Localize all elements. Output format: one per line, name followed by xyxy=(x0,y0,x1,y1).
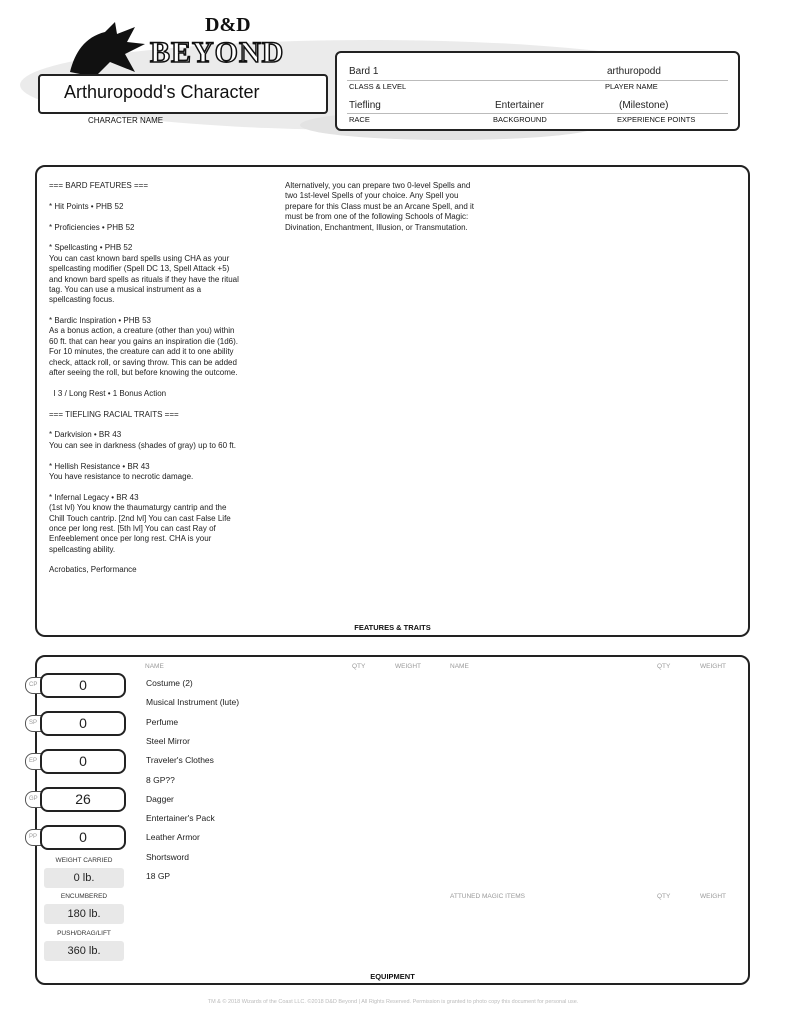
header-weight-1: WEIGHT xyxy=(395,663,421,670)
header-weight-2: WEIGHT xyxy=(700,663,726,670)
weight-carried-label: WEIGHT CARRIED xyxy=(55,857,113,864)
feature-line: You can see in darkness (shades of gray) up to 60 ft. xyxy=(49,440,236,450)
feature-line xyxy=(49,420,289,430)
coin-value-gp[interactable]: 26 xyxy=(40,787,126,812)
header-name-2: NAME xyxy=(450,663,469,670)
feature-line: === BARD FEATURES === xyxy=(49,181,149,190)
header-name-1: NAME xyxy=(145,663,164,670)
background-label: BACKGROUND xyxy=(493,115,547,124)
encumbered-label: ENCUMBERED xyxy=(60,893,108,900)
equipment-item[interactable]: Shortsword xyxy=(146,851,189,862)
background-value[interactable]: Entertainer xyxy=(495,100,544,111)
character-name[interactable]: Arthuropodd's Character xyxy=(64,82,260,102)
feature-line: prepare for this Class must be an Arcane Spell, and it xyxy=(285,201,474,211)
equipment-panel xyxy=(35,655,750,985)
feature-line: once per long rest. [5th lvl] You can cast Ray of xyxy=(49,523,216,533)
class-level-value[interactable]: Bard 1 xyxy=(349,66,379,77)
divider xyxy=(347,80,728,81)
feature-line: Acrobatics, Performance xyxy=(49,565,137,575)
feature-line: === TIEFLING RACIAL TRAITS === xyxy=(49,409,179,419)
coin-label-ep: EP xyxy=(25,753,45,770)
player-name-value[interactable]: arthuropodd xyxy=(607,66,661,77)
push-drag-lift-label: PUSH/DRAG/LIFT xyxy=(57,930,111,937)
divider xyxy=(347,113,728,114)
feature-line: * Bardic Inspiration • PHB 53 xyxy=(49,316,151,326)
equipment-item[interactable]: 8 GP?? xyxy=(146,774,175,785)
equipment-item[interactable]: Musical Instrument (lute) xyxy=(146,697,240,708)
feature-line: You can cast known bard spells using CHA as your xyxy=(49,253,230,263)
equipment-item[interactable]: Traveler's Clothes xyxy=(146,755,214,766)
feature-line: Enfeeblement once per long rest. CHA is your xyxy=(49,534,212,544)
feature-line xyxy=(49,555,289,565)
feature-line: 60 ft. that can hear you gains an inspiration die (1d6). xyxy=(49,336,239,346)
feature-line: and known bard spells as rituals if they have the ritual xyxy=(49,274,239,284)
feature-line: two 1st-level Spells of your choice. Any Spell you xyxy=(285,191,459,201)
equipment-item[interactable]: 18 GP xyxy=(146,871,171,881)
coin-value-pp[interactable]: 0 xyxy=(40,825,126,850)
experience-label: EXPERIENCE POINTS xyxy=(617,115,696,124)
feature-line xyxy=(49,306,289,316)
equipment-title: EQUIPMENT xyxy=(370,972,415,981)
character-name-label: CHARACTER NAME xyxy=(88,116,164,125)
feature-line: Alternatively, you can prepare two 0-level Spells and xyxy=(285,181,471,190)
features-column-2 xyxy=(285,181,525,233)
features-traits-panel xyxy=(35,165,750,637)
feature-line: As a bonus action, a creature (other than you) within xyxy=(49,326,235,336)
race-value[interactable]: Tiefling xyxy=(349,100,381,111)
equipment-item[interactable]: Dagger xyxy=(146,793,174,804)
player-name-label: PLAYER NAME xyxy=(605,82,658,91)
experience-value[interactable]: (Milestone) xyxy=(619,100,669,111)
feature-line: Chill Touch cantrip. [2nd lvl] You can cast False Life xyxy=(49,513,231,523)
feature-line: * Infernal Legacy • BR 43 xyxy=(49,492,139,502)
feature-line: (1st lvl) You know the thaumaturgy cantrip and the xyxy=(49,503,227,513)
character-info-box xyxy=(335,51,740,131)
feature-line: must be from one of the following Schools of Magic: xyxy=(285,212,469,222)
equipment-item[interactable]: Costume (2) xyxy=(146,678,193,688)
header-qty-1: QTY xyxy=(352,663,366,670)
feature-line xyxy=(49,378,289,388)
feature-line xyxy=(49,212,289,222)
copyright-footer: TM & © 2018 Wizards of the Coast LLC. ©2018 D&D Beyond | All Rights Reserved. Permission is granted to photo copy this document for personal use. xyxy=(207,999,579,1005)
attuned-qty-header: QTY xyxy=(657,893,671,900)
feature-line: * Spellcasting • PHB 52 xyxy=(49,243,133,253)
logo-beyond: BEYOND xyxy=(150,36,285,69)
feature-line: * Hellish Resistance • BR 43 xyxy=(49,461,150,471)
feature-line xyxy=(49,399,289,409)
coin-value-ep[interactable]: 0 xyxy=(40,749,126,774)
feature-line xyxy=(49,191,289,201)
feature-line: * Darkvision • BR 43 xyxy=(49,430,122,440)
dragon-logo-icon xyxy=(65,22,150,77)
header-qty-2: QTY xyxy=(657,663,671,670)
feature-line: * Hit Points • PHB 52 xyxy=(49,201,124,211)
equipment-item[interactable]: Entertainer's Pack xyxy=(146,813,215,824)
coin-value-sp[interactable]: 0 xyxy=(40,711,126,736)
coin-label-sp: SP xyxy=(25,715,45,732)
feature-line: check, attack roll, or saving throw. This can be added xyxy=(49,357,237,367)
coin-label-cp: CP xyxy=(25,677,45,694)
encumbered-value: 180 lb. xyxy=(44,904,124,924)
feature-line: after seeing the roll, but before knowing the outcome. xyxy=(49,368,238,378)
feature-line: spellcasting ability. xyxy=(49,544,116,554)
coin-value-cp[interactable]: 0 xyxy=(40,673,126,698)
race-label: RACE xyxy=(349,115,370,124)
equipment-item[interactable]: Perfume xyxy=(146,716,179,727)
features-column-1 xyxy=(49,181,289,576)
feature-line xyxy=(49,233,289,243)
equipment-item[interactable]: Leather Armor xyxy=(146,832,200,843)
equipment-item[interactable]: Steel Mirror xyxy=(146,735,190,746)
feature-line: Divination, Enchantment, Illusion, or Transmutation. xyxy=(285,222,468,232)
features-traits-title: FEATURES & TRAITS xyxy=(354,623,431,632)
feature-line: spellcasting focus. xyxy=(49,295,115,305)
attuned-weight-header: WEIGHT xyxy=(700,893,726,900)
feature-line: You have resistance to necrotic damage. xyxy=(49,471,194,481)
push-drag-lift-value: 360 lb. xyxy=(44,941,124,961)
feature-line: I 3 / Long Rest • 1 Bonus Action xyxy=(49,388,167,398)
feature-line xyxy=(49,451,289,461)
feature-line: For 10 minutes, the creature can add it to one ability xyxy=(49,347,234,357)
feature-line: * Proficiencies • PHB 52 xyxy=(49,222,135,232)
feature-line xyxy=(49,482,289,492)
feature-line: spellcasting modifier (Spell DC 13, Spell Attack +5) xyxy=(49,264,230,274)
class-level-label: CLASS & LEVEL xyxy=(349,82,407,91)
weight-carried-value: 0 lb. xyxy=(44,868,124,888)
feature-line: tag. You can use a musical instrument as a xyxy=(49,284,202,294)
character-name-banner xyxy=(38,74,328,114)
coin-label-pp: PP xyxy=(25,829,45,846)
attuned-items-header: ATTUNED MAGIC ITEMS xyxy=(450,893,525,900)
coin-label-gp: GP xyxy=(25,791,45,808)
logo-dnd: D&D xyxy=(205,14,251,36)
